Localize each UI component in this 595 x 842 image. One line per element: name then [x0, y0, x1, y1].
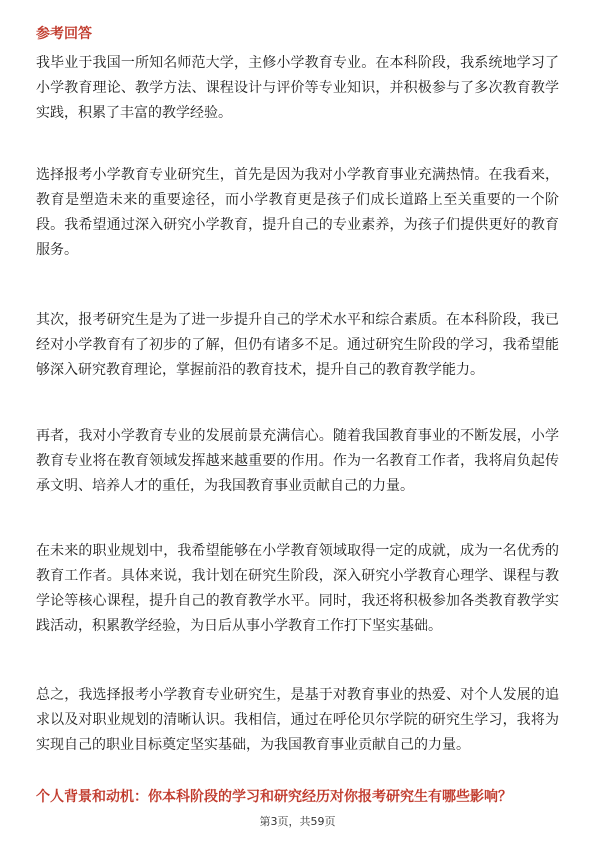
- next-question-heading: 个人背景和动机：你本科阶段的学习和研究经历对你报考研究生有哪些影响？: [36, 789, 512, 805]
- page-footer: 第3页，共59页: [259, 815, 336, 828]
- paragraph-career-outlook: 再者，我对小学教育专业的发展前景充满信心。随着我国教育事业的不断发展，小学教育专业将在教育领域发挥越来越重要的作用。作为一名教育工作者，我将肩负起传承文明、培养人才的重任，为我国教育事业贡献自己的力量。: [36, 428, 559, 494]
- paragraph-career-plan: 在未来的职业规划中，我希望能够在小学教育领域取得一定的成就，成为一名优秀的教育工作者。具体来说，我计划在研究生阶段，深入研究小学教育心理学、课程与教学论等核心课程，提升自己的教育教学水平。同时，我还将积极参加各类教育教学实践活动，积累教学经验，为日后从事小学教育工作打下坚实基础。: [36, 543, 559, 634]
- paragraph-conclusion: 总之，我选择报考小学教育专业研究生，是基于对教育事业的热爱、对个人发展的追求以及对职业规划的清晰认识。我相信，通过在呼伦贝尔学院的研究生学习，我将为实现自己的职业目标奠定坚实基础，为我国教育事业贡献自己的力量。: [36, 687, 559, 753]
- answer-heading: 参考回答: [36, 26, 92, 42]
- paragraph-motivation: 选择报考小学教育专业研究生，首先是因为我对小学教育事业充满热情。在我看来，教育是塑造未来的重要途径，而小学教育更是孩子们成长道路上至关重要的一个阶段。我希望通过深入研究小学教育，提升自己的专业素养，为孩子们提供更好的教育服务。: [36, 167, 559, 258]
- paragraph-academic-goal: 其次，报考研究生是为了进一步提升自己的学术水平和综合素质。在本科阶段，我已经对小学教育有了初步的了解，但仍有诸多不足。通过研究生阶段的学习，我希望能够深入研究教育理论，掌握前沿的教育技术，提升自己的教育教学能力。: [36, 312, 559, 378]
- paragraph-background: 我毕业于我国一所知名师范大学，主修小学教育专业。在本科阶段，我系统地学习了小学教育理论、教学方法、课程设计与评价等专业知识，并积极参与了多次教育教学实践，积累了丰富的教学经验。: [36, 55, 559, 121]
